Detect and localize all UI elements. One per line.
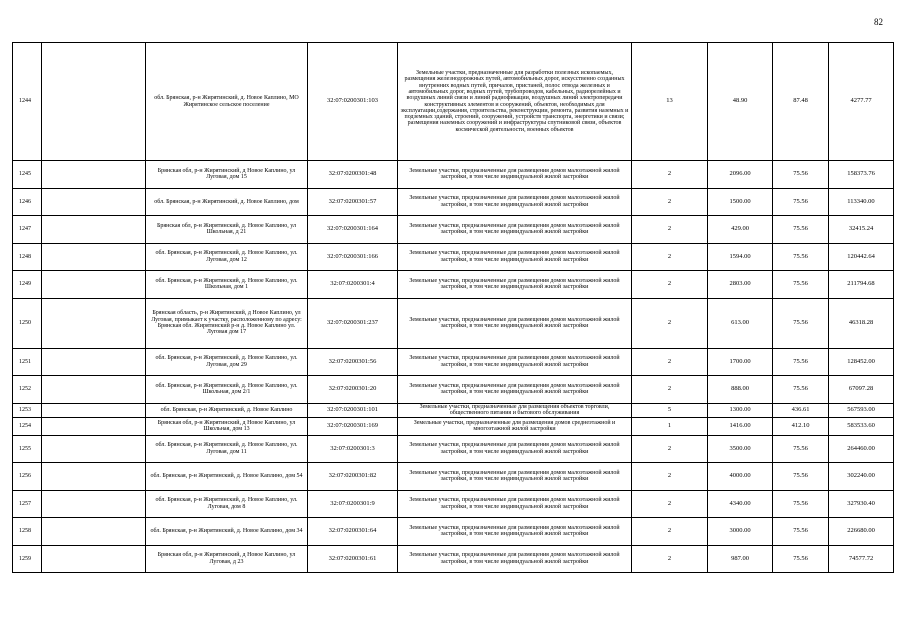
table-row	[13, 376, 894, 404]
row-number-cell: 1256	[13, 463, 42, 491]
table-body	[13, 43, 894, 573]
specific-value-cell: 75.56	[773, 518, 829, 546]
cadastral-number-cell: 32:07:0200301:48	[308, 161, 398, 189]
specific-value-cell: 87.48	[773, 43, 829, 161]
table-row	[13, 243, 894, 271]
row-number-cell: 1257	[13, 490, 42, 518]
address-cell: обл. Брянская, р-н Жирятинский, д. Новое Каплино, МО Жирятинское сельское поселение	[146, 43, 308, 161]
specific-value-cell: 75.56	[773, 243, 829, 271]
group-code-cell: 2	[632, 243, 708, 271]
spacer-cell	[42, 403, 146, 417]
cadastral-number-cell: 32:07:0200301:4	[308, 271, 398, 299]
address-cell: обл. Брянская, р-н Жирятинский, д. Новое Каплино	[146, 403, 308, 417]
cadastral-number-cell: 32:07:0200301:169	[308, 417, 398, 435]
specific-value-cell: 75.56	[773, 545, 829, 573]
land-purpose-cell: Земельные участки, предназначенные для размещения домов малоэтажной жилой застройки, в том числе индивидуальной жилой застройки	[398, 463, 632, 491]
specific-value-cell: 75.56	[773, 188, 829, 216]
row-number-cell: 1244	[13, 43, 42, 161]
land-purpose-cell: Земельные участки, предназначенные для размещения домов малоэтажной жилой застройки, в том числе индивидуальной жилой застройки	[398, 545, 632, 573]
cadastral-value-cell: 264460.00	[829, 435, 894, 463]
address-cell: Брянская обл, р-н Жирятинский, д. Новое Каплино, ул Школьная, д 21	[146, 216, 308, 244]
area-cell: 613.00	[708, 298, 773, 348]
group-code-cell: 2	[632, 435, 708, 463]
cadastral-value-cell: 67097.28	[829, 376, 894, 404]
table-row	[13, 417, 894, 435]
table-row	[13, 348, 894, 376]
table-row	[13, 271, 894, 299]
area-cell: 2803.00	[708, 271, 773, 299]
address-cell: обл. Брянская, р-н Жирятинский, д. Новое Каплино, ул. Школьная, дом 1	[146, 271, 308, 299]
group-code-cell: 2	[632, 161, 708, 189]
row-number-cell: 1254	[13, 417, 42, 435]
area-cell: 3500.00	[708, 435, 773, 463]
area-cell: 1300.00	[708, 403, 773, 417]
land-purpose-cell: Земельные участки, предназначенные для размещения домов малоэтажной жилой застройки, в том числе индивидуальной жилой застройки	[398, 490, 632, 518]
address-cell: обл. Брянская, р-н Жирятинский, д. Новое Каплино, дом	[146, 188, 308, 216]
group-code-cell: 2	[632, 518, 708, 546]
cadastral-number-cell: 32:07:0200301:57	[308, 188, 398, 216]
spacer-cell	[42, 490, 146, 518]
cadastral-number-cell: 32:07:0200301:166	[308, 243, 398, 271]
cadastral-value-cell: 327930.40	[829, 490, 894, 518]
area-cell: 3000.00	[708, 518, 773, 546]
address-cell: Брянская область, р-н Жирятинский, д Новое Каплино, ул Луговая, примыкает к участку, расположенному по адресу: Брянская обл. Жирятинский р-н д. Новое Каплино ул. Луговая дом 17	[146, 298, 308, 348]
row-number-cell: 1247	[13, 216, 42, 244]
cadastral-value-cell: 120442.64	[829, 243, 894, 271]
address-cell: обл. Брянская, р-н Жирятинский, д. Новое Каплино, ул. Школьная, дом 2/1	[146, 376, 308, 404]
land-purpose-cell: Земельные участки, предназначенные для разработки полезных ископаемых, размещения железнодорожных путей, автомобильных дорог, искусственно созданных внутренних водных путей, причалов, пристаней, полос отвода железных и автомобильных дорог, водных путей, трубопроводов, кабельных, радиорелейных и воздушных линий связи и линий радиофикации, воздушных линий электропередачи конструктивных элементов и сооружений, объектов, необходимых для эксплуатации,содержания, строительства, реконструкции, ремонта, развития наземных и подземных зданий, строений, сооружений, устройств транспорта, энергетики и связи; размещения наземных сооружений и инфраструктуры спутниковой связи, объектов космической деятельности, военных объектов	[398, 43, 632, 161]
spacer-cell	[42, 435, 146, 463]
row-number-cell: 1255	[13, 435, 42, 463]
cadastral-number-cell: 32:07:0200301:101	[308, 403, 398, 417]
spacer-cell	[42, 463, 146, 491]
address-cell: Брянская обл, р-н Жирятинский, д Новое Каплино, ул Школьная, дом 13	[146, 417, 308, 435]
area-cell: 888.00	[708, 376, 773, 404]
spacer-cell	[42, 188, 146, 216]
table-row	[13, 188, 894, 216]
row-number-cell: 1249	[13, 271, 42, 299]
group-code-cell: 13	[632, 43, 708, 161]
cadastral-number-cell: 32:07:0200301:82	[308, 463, 398, 491]
land-purpose-cell: Земельные участки, предназначенные для размещения домов малоэтажной жилой застройки, в том числе индивидуальной жилой застройки	[398, 161, 632, 189]
cadastral-value-cell: 583533.60	[829, 417, 894, 435]
cadastral-number-cell: 32:07:0200301:20	[308, 376, 398, 404]
table-row	[13, 435, 894, 463]
cadastral-number-cell: 32:07:0200301:56	[308, 348, 398, 376]
row-number-cell: 1251	[13, 348, 42, 376]
spacer-cell	[42, 271, 146, 299]
row-number-cell: 1252	[13, 376, 42, 404]
cadastral-number-cell: 32:07:0200301:164	[308, 216, 398, 244]
group-code-cell: 2	[632, 545, 708, 573]
cadastral-value-cell: 46318.28	[829, 298, 894, 348]
land-purpose-cell: Земельные участки, предназначенные для размещения домов малоэтажной жилой застройки, в том числе индивидуальной жилой застройки	[398, 376, 632, 404]
spacer-cell	[42, 518, 146, 546]
specific-value-cell: 75.56	[773, 216, 829, 244]
specific-value-cell: 75.56	[773, 161, 829, 189]
group-code-cell: 2	[632, 188, 708, 216]
cadastral-number-cell: 32:07:0200301:3	[308, 435, 398, 463]
address-cell: обл. Брянская, р-н Жирятинский, д. Новое Каплино, ул. Луговая, дом 12	[146, 243, 308, 271]
group-code-cell: 2	[632, 348, 708, 376]
cadastral-value-cell: 567593.00	[829, 403, 894, 417]
address-cell: Брянская обл, р-н Жирятинский, д Новое Каплино, ул Луговая, дом 15	[146, 161, 308, 189]
land-purpose-cell: Земельные участки, предназначенные для размещения объектов торговли, общественного питания и бытового обслуживания	[398, 403, 632, 417]
row-number-cell: 1259	[13, 545, 42, 573]
cadastral-value-cell: 4277.77	[829, 43, 894, 161]
table-row	[13, 43, 894, 161]
spacer-cell	[42, 161, 146, 189]
area-cell: 2096.00	[708, 161, 773, 189]
spacer-cell	[42, 43, 146, 161]
specific-value-cell: 75.56	[773, 435, 829, 463]
land-purpose-cell: Земельные участки, предназначенные для размещения домов малоэтажной жилой застройки, в том числе индивидуальной жилой застройки	[398, 188, 632, 216]
cadastral-number-cell: 32:07:0200301:103	[308, 43, 398, 161]
address-cell: обл. Брянская, р-н Жирятинский, д. Новое Каплино, ул. Луговая, дом 29	[146, 348, 308, 376]
cadastral-value-cell: 113340.00	[829, 188, 894, 216]
land-purpose-cell: Земельные участки, предназначенные для размещения домов малоэтажной жилой застройки, в том числе индивидуальной жилой застройки	[398, 435, 632, 463]
row-number-cell: 1258	[13, 518, 42, 546]
land-purpose-cell: Земельные участки, предназначенные для размещения домов малоэтажной жилой застройки, в том числе индивидуальной жилой застройки	[398, 518, 632, 546]
address-cell: обл. Брянская, р-н Жирятинский, д. Новое Каплино, ул. Луговая, дом 11	[146, 435, 308, 463]
area-cell: 4340.00	[708, 490, 773, 518]
cadastral-value-cell: 211794.68	[829, 271, 894, 299]
table-row	[13, 161, 894, 189]
land-purpose-cell: Земельные участки, предназначенные для размещения домов малоэтажной жилой застройки, в том числе индивидуальной жилой застройки	[398, 243, 632, 271]
table-row	[13, 216, 894, 244]
specific-value-cell: 412.10	[773, 417, 829, 435]
cadastral-number-cell: 32:07:0200301:9	[308, 490, 398, 518]
area-cell: 1700.00	[708, 348, 773, 376]
spacer-cell	[42, 417, 146, 435]
area-cell: 1594.00	[708, 243, 773, 271]
spacer-cell	[42, 243, 146, 271]
page-number: 82	[874, 17, 883, 27]
land-plots-table	[12, 42, 894, 573]
cadastral-value-cell: 158373.76	[829, 161, 894, 189]
address-cell: Брянская обл, р-н Жирятинский, д Новое Каплино, ул Луговая, д 23	[146, 545, 308, 573]
area-cell: 1500.00	[708, 188, 773, 216]
table-row	[13, 545, 894, 573]
cadastral-value-cell: 302240.00	[829, 463, 894, 491]
cadastral-value-cell: 226680.00	[829, 518, 894, 546]
row-number-cell: 1245	[13, 161, 42, 189]
area-cell: 1416.00	[708, 417, 773, 435]
cadastral-value-cell: 32415.24	[829, 216, 894, 244]
table-row	[13, 490, 894, 518]
row-number-cell: 1253	[13, 403, 42, 417]
spacer-cell	[42, 545, 146, 573]
cadastral-value-cell: 74577.72	[829, 545, 894, 573]
group-code-cell: 2	[632, 463, 708, 491]
row-number-cell: 1250	[13, 298, 42, 348]
group-code-cell: 2	[632, 376, 708, 404]
group-code-cell: 2	[632, 216, 708, 244]
specific-value-cell: 436.61	[773, 403, 829, 417]
cadastral-number-cell: 32:07:0200301:64	[308, 518, 398, 546]
area-cell: 987.00	[708, 545, 773, 573]
table-row	[13, 298, 894, 348]
spacer-cell	[42, 216, 146, 244]
specific-value-cell: 75.56	[773, 376, 829, 404]
specific-value-cell: 75.56	[773, 463, 829, 491]
group-code-cell: 2	[632, 490, 708, 518]
spacer-cell	[42, 376, 146, 404]
cadastral-number-cell: 32:07:0200301:61	[308, 545, 398, 573]
group-code-cell: 2	[632, 271, 708, 299]
land-purpose-cell: Земельные участки, предназначенные для размещения домов малоэтажной жилой застройки, в том числе индивидуальной жилой застройки	[398, 216, 632, 244]
row-number-cell: 1246	[13, 188, 42, 216]
area-cell: 429.00	[708, 216, 773, 244]
address-cell: обл. Брянская, р-н Жирятинский, д. Новое Каплино, дом 34	[146, 518, 308, 546]
specific-value-cell: 75.56	[773, 271, 829, 299]
land-purpose-cell: Земельные участки, предназначенные для размещения домов среднеэтажной и многоэтажной жилой застройки	[398, 417, 632, 435]
address-cell: обл. Брянская, р-н Жирятинский, д. Новое Каплино, ул. Луговая, дом 8	[146, 490, 308, 518]
table-row	[13, 403, 894, 417]
area-cell: 48.90	[708, 43, 773, 161]
land-purpose-cell: Земельные участки, предназначенные для размещения домов малоэтажной жилой застройки, в том числе индивидуальной жилой застройки	[398, 298, 632, 348]
land-purpose-cell: Земельные участки, предназначенные для размещения домов малоэтажной жилой застройки, в том числе индивидуальной жилой застройки	[398, 271, 632, 299]
group-code-cell: 2	[632, 298, 708, 348]
group-code-cell: 5	[632, 403, 708, 417]
table-row	[13, 463, 894, 491]
table-row	[13, 518, 894, 546]
group-code-cell: 1	[632, 417, 708, 435]
spacer-cell	[42, 348, 146, 376]
land-purpose-cell: Земельные участки, предназначенные для размещения домов малоэтажной жилой застройки, в том числе индивидуальной жилой застройки	[398, 348, 632, 376]
specific-value-cell: 75.56	[773, 348, 829, 376]
specific-value-cell: 75.56	[773, 298, 829, 348]
cadastral-number-cell: 32:07:0200301:237	[308, 298, 398, 348]
cadastral-value-cell: 128452.00	[829, 348, 894, 376]
spacer-cell	[42, 298, 146, 348]
specific-value-cell: 75.56	[773, 490, 829, 518]
row-number-cell: 1248	[13, 243, 42, 271]
area-cell: 4000.00	[708, 463, 773, 491]
address-cell: обл. Брянская, р-н Жирятинский, д. Новое Каплино, дом 54	[146, 463, 308, 491]
